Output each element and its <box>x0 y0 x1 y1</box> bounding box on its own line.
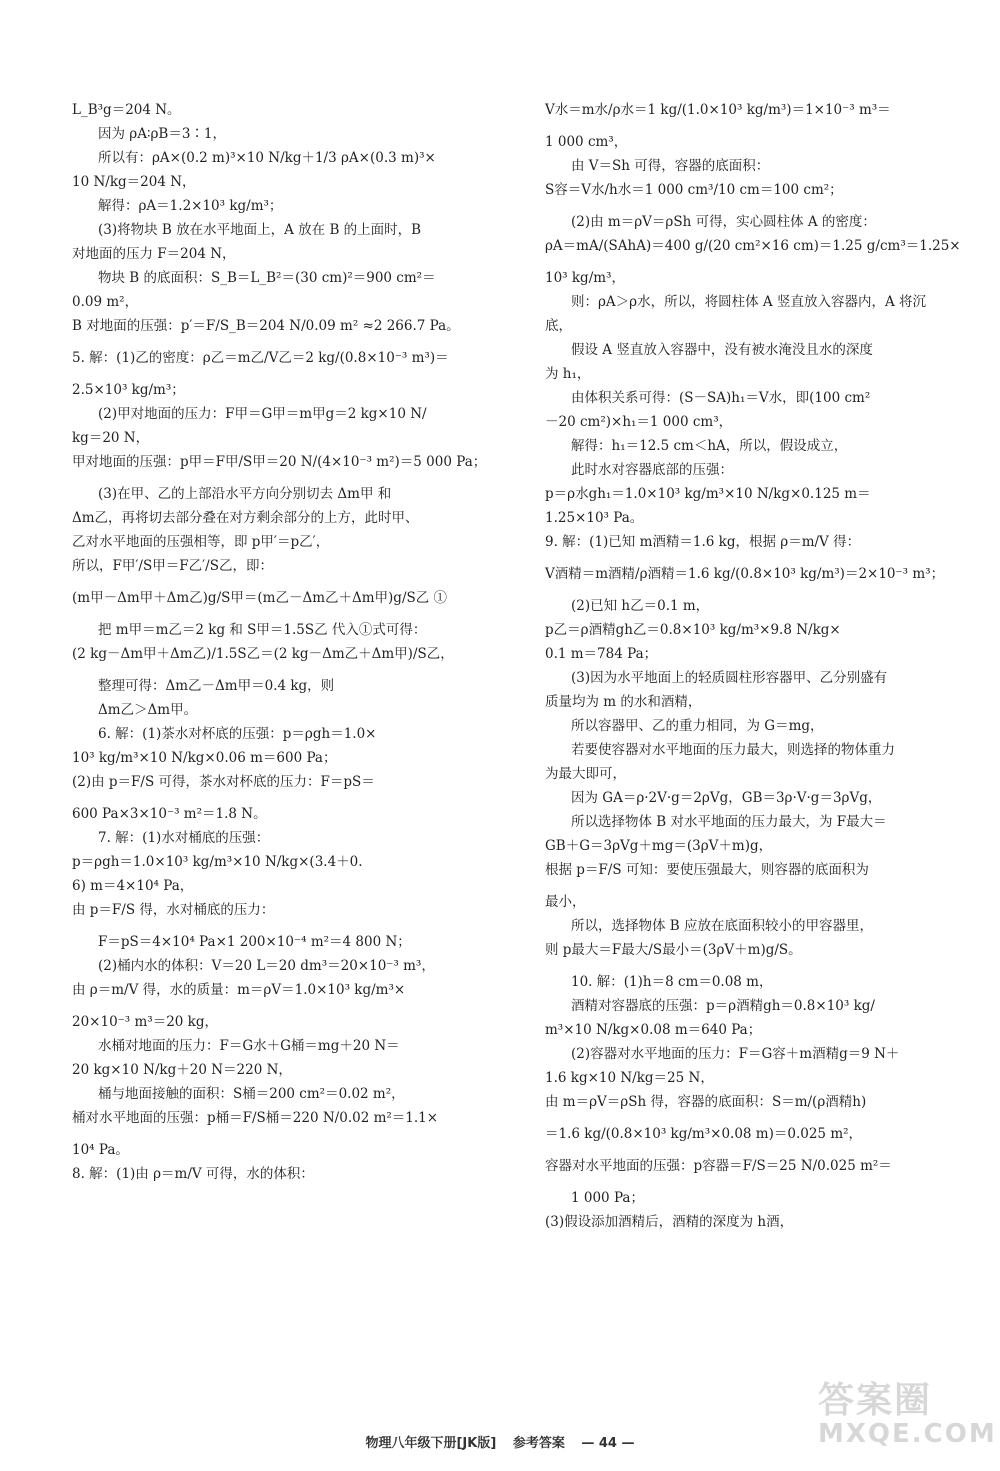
right-text-line: 酒精对容器底的压强：p＝ρ酒精gh＝0.8×10³ kg/ <box>571 998 875 1014</box>
right-text-line: 所以选择物体 B 对水平地面的压力最大，为 F最大＝ <box>571 814 887 830</box>
left-text-line: Δm乙，再将切去部分叠在对方剩余部分的上方，此时甲、 <box>72 510 419 526</box>
left-text-line: 解得：ρA＝1.2×10³ kg/m³； <box>98 198 283 214</box>
right-text-line: 底， <box>545 318 572 334</box>
right-text-line: 最小， <box>545 894 586 910</box>
right-text-line: (2)已知 h乙＝0.1 m， <box>571 598 710 614</box>
right-text-line: p＝ρ水gh₁＝1.0×10³ kg/m³×10 N/kg×0.125 m＝ <box>545 486 871 502</box>
left-text-line: (2 kg－Δm甲＋Δm乙)/1.5S乙＝(2 kg－Δm乙＋Δm甲)/S乙， <box>72 646 454 662</box>
left-text-line: 8. 解：(1)由 ρ＝m/V 可得，水的体积： <box>72 1166 314 1182</box>
right-text-line: S容＝V水/h水＝1 000 cm³/10 cm＝100 cm²； <box>545 182 843 198</box>
left-text-line: 0.09 m²， <box>72 294 139 310</box>
left-text-line: 20×10⁻³ m³＝20 kg， <box>72 1014 219 1030</box>
left-text-line: (2)桶内水的体积：V＝20 L＝20 dm³＝20×10⁻³ m³， <box>98 958 435 974</box>
right-text-line: (3)假设添加酒精后，酒精的深度为 h酒， <box>545 1214 794 1230</box>
right-text-line: 10³ kg/m³， <box>545 270 625 286</box>
watermark-domain: MXQE.COM <box>818 1419 997 1449</box>
right-text-line: 质量均为 m 的水和酒精， <box>545 694 702 710</box>
right-text-line: 1.6 kg×10 N/kg＝25 N， <box>545 1070 714 1086</box>
right-text-line: 所以容器甲、乙的重力相同，为 G＝mg， <box>571 718 824 734</box>
left-text-line: 所以有：ρA×(0.2 m)³×10 N/kg＋1/3 ρA×(0.3 m)³× <box>98 150 436 166</box>
right-text-line: p乙＝ρ酒精gh乙＝0.8×10³ kg/m³×9.8 N/kg× <box>545 622 841 638</box>
left-column <box>72 98 504 1194</box>
left-text-line: 5. 解：(1)乙的密度：ρ乙＝m乙/V乙＝2 kg/(0.8×10⁻³ m³)＝ <box>72 350 449 366</box>
right-text-line: 9. 解：(1)已知 m酒精＝1.6 kg，根据 ρ＝m/V 得： <box>545 534 861 550</box>
right-text-line: 所以，选择物体 B 应放在底面积较小的甲容器里， <box>571 918 874 934</box>
watermark-logo-text: 答案圈 <box>818 1380 933 1421</box>
left-text-line: (3)将物块 B 放在水平地面上，A 放在 B 的上面时，B <box>98 222 422 238</box>
left-text-line: L_B³g＝204 N。 <box>72 102 181 118</box>
left-text-line: 桶对水平地面的压强：p桶＝F/S桶＝220 N/0.02 m²＝1.1× <box>72 1110 439 1126</box>
right-text-line: 1 000 cm³， <box>545 134 628 150</box>
right-text-line: 解得：h₁＝12.5 cm＜hA，所以，假设成立， <box>571 438 848 454</box>
site-watermark <box>818 1372 997 1462</box>
left-text-line: (2)由 p＝F/S 可得，茶水对杯底的压力：F＝pS＝ <box>72 774 375 790</box>
right-text-line: V水＝m水/ρ水＝1 kg/(1.0×10³ kg/m³)＝1×10⁻³ m³＝ <box>545 102 891 118</box>
left-text-line: 因为 ρA∶ρB＝3∶1， <box>98 126 227 142</box>
left-text-line: 600 Pa×3×10⁻³ m²＝1.8 N。 <box>72 806 267 822</box>
right-text-line: 0.1 m＝784 Pa； <box>545 646 658 662</box>
left-text-line: Δm乙＞Δm甲。 <box>98 702 198 718</box>
left-text-line: (2)甲对地面的压力：F甲＝G甲＝m甲g＝2 kg×10 N/ <box>98 406 427 422</box>
left-text-line: 6) m＝4×10⁴ Pa， <box>72 878 194 894</box>
left-text-line: F＝pS＝4×10⁴ Pa×1 200×10⁻⁴ m²＝4 800 N； <box>98 934 411 950</box>
right-text-line: 则：ρA＞ρ水，所以，将圆柱体 A 竖直放入容器内，A 将沉 <box>571 294 926 310</box>
left-text-line: 整理可得：Δm乙－Δm甲＝0.4 kg，则 <box>98 678 335 694</box>
left-text-line: 对地面的压力 F＝204 N， <box>72 246 236 262</box>
left-text-line: 10³ kg/m³×10 N/kg×0.06 m＝600 Pa； <box>72 750 337 766</box>
right-text-line: (2)由 m＝ρV＝ρSh 可得，实心圆柱体 A 的密度： <box>571 214 876 230</box>
left-text-line: (3)在甲、乙的上部沿水平方向分别切去 Δm甲 和 <box>98 486 392 502</box>
right-text-line: ρA＝mA/(SAhA)＝400 g/(20 cm²×16 cm)＝1.25 g/cm³＝1.25× <box>545 238 961 254</box>
right-text-line: －20 cm²)×h₁＝1 000 cm³， <box>545 414 733 430</box>
left-text-line: 2.5×10³ kg/m³； <box>72 382 185 398</box>
left-text-line: 由 p＝F/S 得，水对桶底的压力： <box>72 902 275 918</box>
section-label: 参考答案 <box>512 1436 565 1451</box>
right-text-line: 容器对水平地面的压强：p容器＝F/S＝25 N/0.025 m²＝ <box>545 1158 892 1174</box>
right-text-line: 由 m＝ρV＝ρSh 得，容器的底面积：S＝m/(ρ酒精h) <box>545 1094 867 1110</box>
book-title: 物理八年级下册[JK版] <box>365 1436 497 1451</box>
right-text-line: (3)因为水平地面上的轻质圆柱形容器甲、乙分别盛有 <box>571 670 888 686</box>
right-text-line: 根据 p＝F/S 可知：要使压强最大，则容器的底面积为 <box>545 862 869 878</box>
page-number: — 44 — <box>581 1436 635 1451</box>
left-text-line: (m甲－Δm甲＋Δm乙)g/S甲＝(m乙－Δm乙＋Δm甲)g/S乙 ① <box>72 590 448 606</box>
right-text-line: GB＋G＝3ρVg＋mg＝(3ρV＋m)g， <box>545 838 773 854</box>
right-text-line: 为 h₁， <box>545 366 591 382</box>
right-text-line: 若要使容器对水平地面的压力最大，则选择的物体重力 <box>571 742 895 758</box>
right-text-line: 由 V＝Sh 可得，容器的底面积： <box>571 158 770 174</box>
left-text-line: 由 ρ＝m/V 得，水的质量：m＝ρV＝1.0×10³ kg/m³× <box>72 982 406 998</box>
right-text-line: (2)容器对水平地面的压力：F＝G容＋m酒精g＝9 N＋ <box>571 1046 900 1062</box>
left-text-line: 水桶对地面的压力：F＝G水＋G桶＝mg＋20 N＝ <box>98 1038 400 1054</box>
right-text-line: 1 000 Pa； <box>571 1190 644 1206</box>
right-text-line: 此时水对容器底部的压强： <box>571 462 733 478</box>
right-text-line: 由体积关系可得：(S－SA)h₁＝V水，即(100 cm² <box>571 390 871 406</box>
right-column <box>545 98 977 1234</box>
right-text-line: 假设 A 竖直放入容器中，没有被水淹没且水的深度 <box>571 342 873 358</box>
left-text-line: 20 kg×10 N/kg＋20 N＝220 N， <box>72 1062 292 1078</box>
left-text-line: 6. 解：(1)茶水对杯底的压强：p＝ρgh＝1.0× <box>98 726 377 742</box>
right-text-line: 10. 解：(1)h＝8 cm＝0.08 m， <box>571 974 773 990</box>
left-text-line: p＝ρgh＝1.0×10³ kg/m³×10 N/kg×(3.4＋0. <box>72 854 363 870</box>
right-text-line: m³×10 N/kg×0.08 m＝640 Pa； <box>545 1022 762 1038</box>
left-text-line: kg＝20 N， <box>72 430 150 446</box>
left-text-line: 所以，F甲′/S甲＝F乙′/S乙，即： <box>72 558 273 574</box>
right-text-line: 1.25×10³ Pa。 <box>545 510 644 526</box>
left-text-line: 乙对水平地面的压强相等，即 p甲′＝p乙′， <box>72 534 330 550</box>
right-text-line: ＝1.6 kg/(0.8×10³ kg/m³×0.08 m)＝0.025 m²， <box>545 1126 863 1142</box>
right-text-line: 为最大即可， <box>545 766 626 782</box>
left-text-line: 物块 B 的底面积：S_B＝L_B²＝(30 cm)²＝900 cm²＝ <box>98 270 436 286</box>
left-text-line: 10⁴ Pa。 <box>72 1142 129 1158</box>
right-text-line: V酒精＝m酒精/ρ酒精＝1.6 kg/(0.8×10³ kg/m³)＝2×10⁻³ m³； <box>545 566 945 582</box>
left-text-line: 桶与地面接触的面积：S桶＝200 cm²＝0.02 m²， <box>98 1086 405 1102</box>
right-text-line: 因为 GA＝ρ·2V·g＝2ρVg，GB＝3ρ·V·g＝3ρVg， <box>571 790 882 806</box>
left-text-line: B 对地面的压强：p′＝F/S_B＝204 N/0.09 m² ≈2 266.7 Pa。 <box>72 318 460 334</box>
left-text-line: 7. 解：(1)水对桶底的压强： <box>98 830 270 846</box>
left-text-line: 10 N/kg＝204 N， <box>72 174 196 190</box>
right-text-line: 则 p最大＝F最大/S最小＝(3ρV＋m)g/S。 <box>545 942 802 958</box>
left-text-line: 把 m甲＝m乙＝2 kg 和 S甲＝1.5S乙 代入①式可得： <box>98 622 427 638</box>
left-text-line: 甲对地面的压强：p甲＝F甲/S甲＝20 N/(4×10⁻³ m²)＝5 000 Pa； <box>72 454 487 470</box>
